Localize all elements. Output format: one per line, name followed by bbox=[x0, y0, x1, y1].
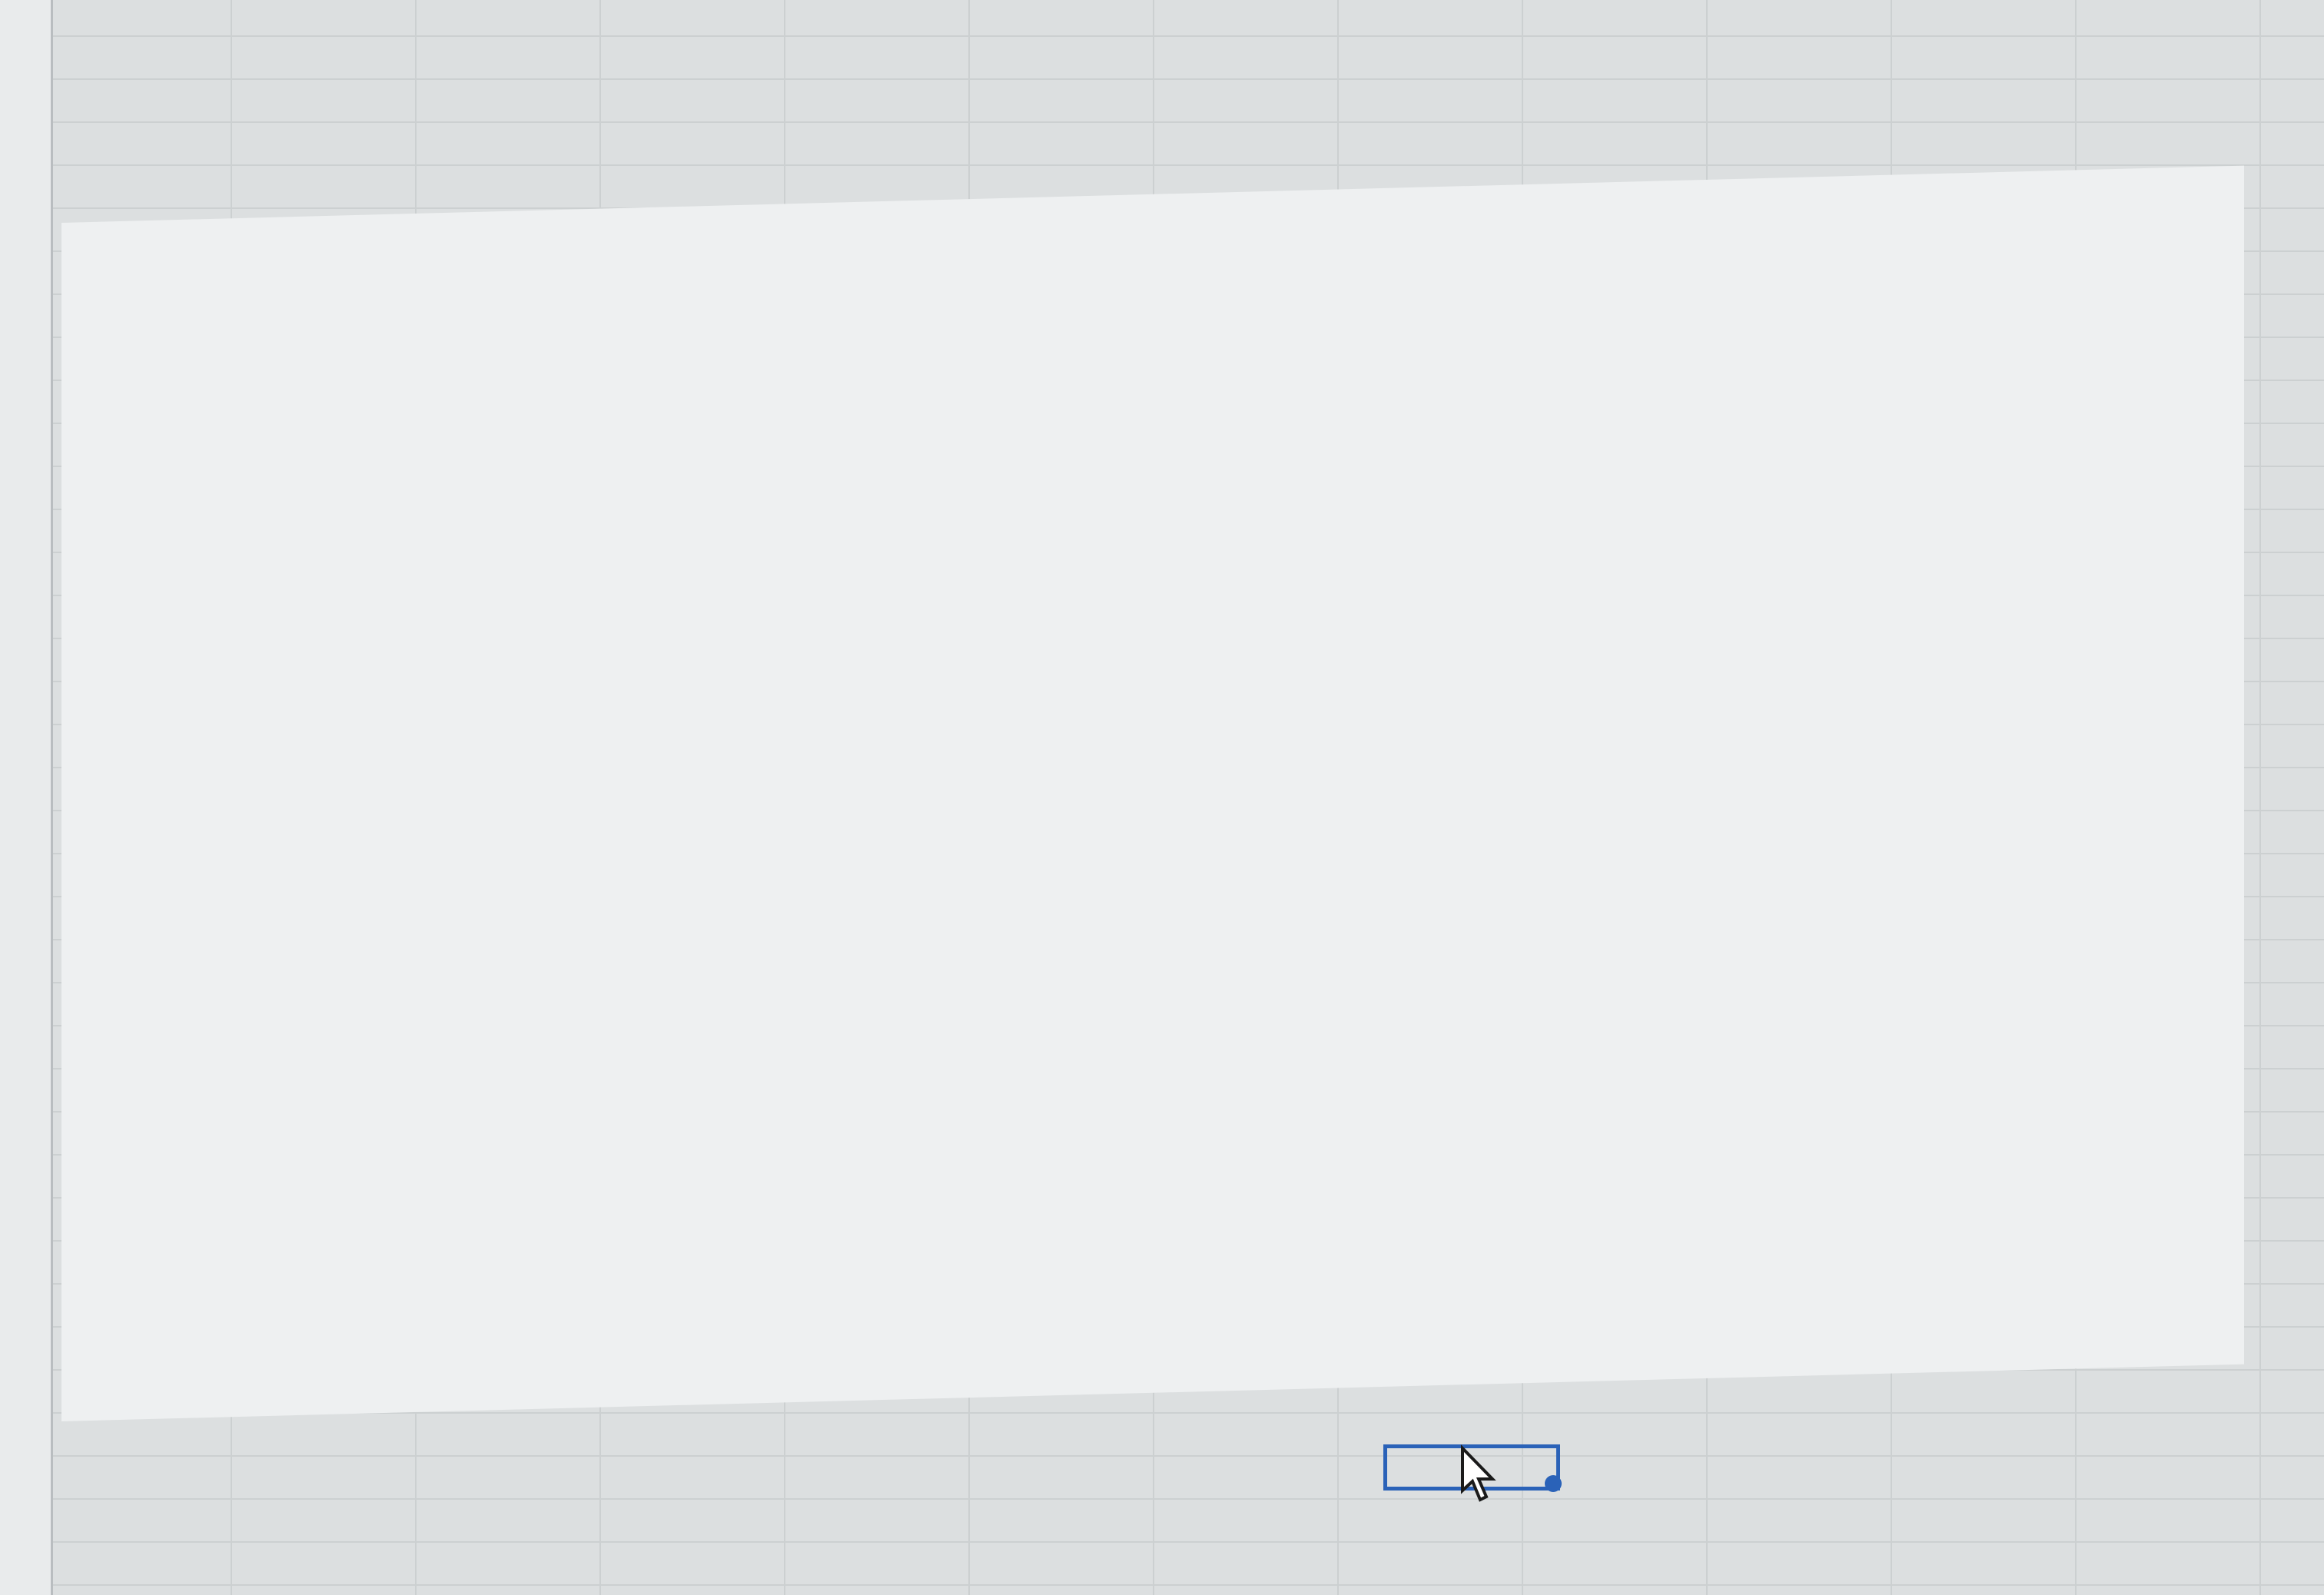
mouse-pointer-icon bbox=[1459, 1444, 1505, 1506]
row-header-gutter[interactable] bbox=[0, 0, 53, 1595]
worksheet-table[interactable] bbox=[61, 166, 2244, 1421]
account-titles-header bbox=[108, 272, 538, 284]
fill-handle[interactable] bbox=[1545, 1475, 1562, 1492]
